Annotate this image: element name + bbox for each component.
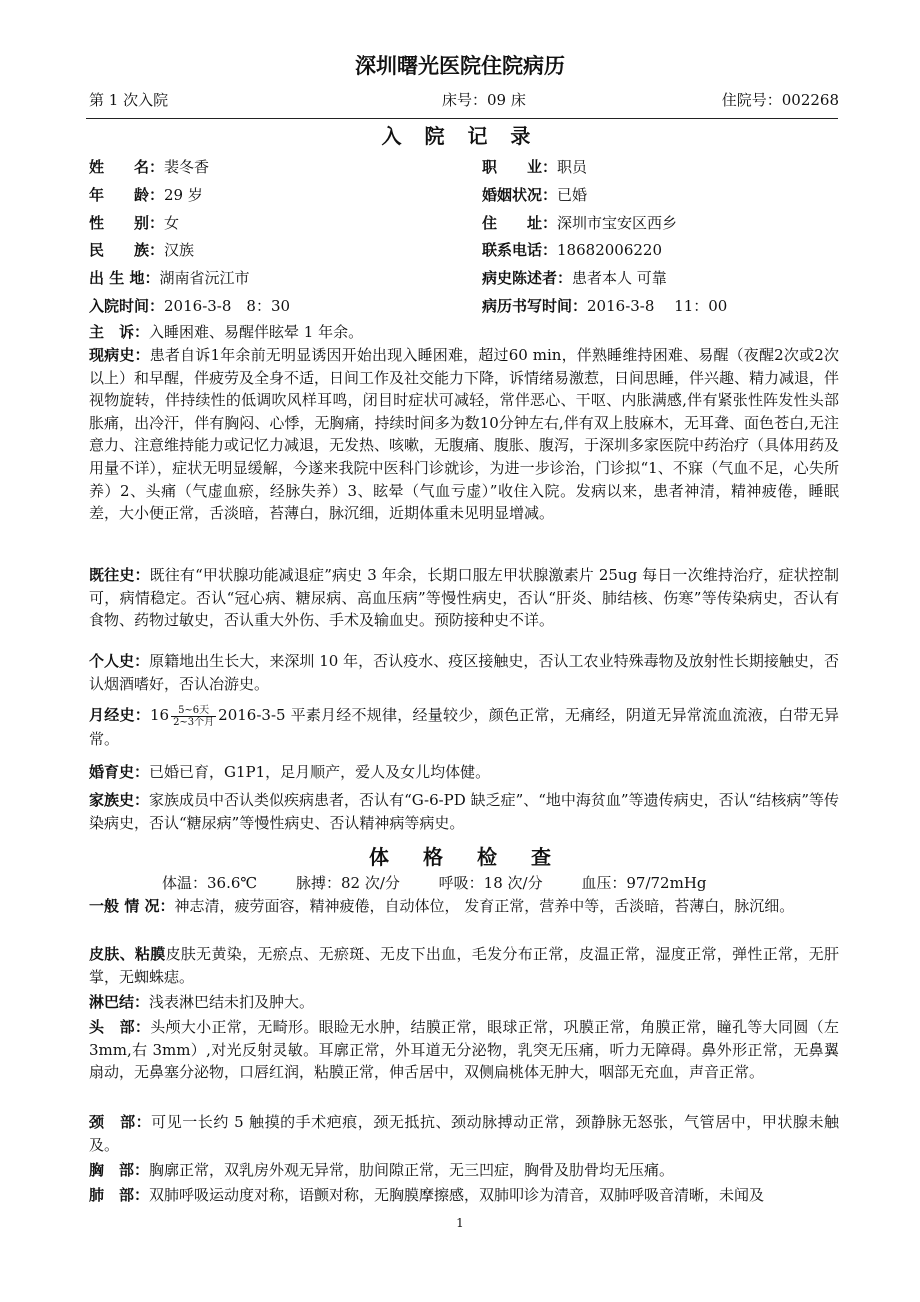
info-value: 湖南省沅江市 — [159, 269, 250, 287]
chief-complaint — [89, 321, 839, 344]
section-text: 入睡困难、易醒伴眩晕 1 年余。 — [149, 323, 364, 341]
section-text: 家族成员中否认类似疾病患者，否认有“G-6-PD 缺乏症”、“地中海贫血”等遗传病史，否认“结核病”等传染病史，否认“糖尿病”等慢性病史、否认精神病等病史。 — [89, 791, 839, 832]
info-phone — [482, 239, 662, 260]
info-value: 汉族 — [164, 241, 195, 259]
vital-signs — [162, 872, 741, 893]
info-label: 入院时间： — [89, 297, 165, 315]
respiration: 呼吸：18 次/分 — [438, 874, 543, 892]
section-label: 胸 部： — [89, 1161, 150, 1179]
document-title: 深圳曙光医院住院病历 — [355, 54, 565, 78]
section-label: 一般 情 况： — [89, 897, 175, 915]
family-history — [89, 789, 839, 834]
info-record-time — [482, 295, 727, 316]
info-value: 深圳市宝安区西乡 — [557, 214, 678, 232]
info-label: 性 别： — [89, 214, 165, 232]
title-char: 格 — [423, 845, 443, 869]
bed-number: 床号：09 床 — [442, 91, 526, 109]
info-label: 出 生 地： — [89, 269, 160, 287]
section-label: 淋巴结： — [89, 993, 150, 1011]
info-marital — [482, 184, 587, 205]
present-illness — [89, 344, 839, 525]
section-label: 肺 部： — [89, 1186, 150, 1204]
info-age — [89, 184, 203, 205]
hospital-number: 住院号：002268 — [721, 91, 839, 109]
personal-history — [89, 650, 839, 695]
section-label: 颈 部： — [89, 1113, 152, 1131]
menstrual-cycle-fraction — [171, 705, 216, 728]
section-label: 月经史： — [89, 706, 150, 724]
info-sex — [89, 212, 179, 233]
section-label: 婚育史： — [89, 763, 150, 781]
info-label: 姓 名： — [89, 158, 165, 176]
period-duration: 5~6天 — [171, 705, 216, 717]
exam-chest — [89, 1159, 839, 1182]
section-text: 已婚已育，G1P1，足月顺产，爱人及女儿均体健。 — [149, 763, 491, 781]
info-value: 2016-3-8 11：00 — [587, 297, 728, 315]
cycle-length: 2~3个月 — [173, 716, 215, 728]
info-value: 2016-3-8 8：30 — [164, 297, 291, 315]
info-value: 已婚 — [557, 186, 588, 204]
info-value: 裴冬香 — [164, 158, 210, 176]
section-label: 既往史： — [89, 566, 150, 584]
info-occupation — [482, 156, 587, 177]
marriage-history — [89, 761, 839, 784]
info-label: 职 业： — [482, 158, 558, 176]
admission-count: 第 1 次入院 — [89, 91, 169, 109]
info-ethnicity — [89, 239, 194, 260]
menarche-age: 16 — [149, 706, 170, 724]
info-label: 婚姻状况： — [482, 186, 558, 204]
section-text: 原籍地出生长大，来深圳 10 年，否认疫水、疫区接触史，否认工农业特殊毒物及放射性长期接触史，否认烟酒嗜好，否认冶游史。 — [89, 652, 839, 693]
section-text: 浅表淋巴结未扪及肿大。 — [149, 993, 315, 1011]
section-label: 主 诉： — [89, 323, 150, 341]
info-informant — [482, 267, 667, 288]
exam-general — [89, 895, 839, 918]
info-value: 29 岁 — [164, 186, 203, 204]
info-value: 患者本人 可靠 — [572, 269, 667, 287]
exam-neck — [89, 1111, 839, 1156]
section-text: 可见一长约 5 触摸的手术疤痕，颈无抵抗、颈动脉搏动正常，颈静脉无怒张，气管居中，甲状腺未触及。 — [89, 1113, 839, 1154]
section-title-physical-exam — [0, 841, 920, 870]
section-text: 患者自诉1年余前无明显诱因开始出现入睡困难，超过60 min，伴熟睡维持困难、易醒（夜醒2次或2次以上）和早醒，伴疲劳及全身不适，日间工作及社交能力下降，诉情绪易激惹，日间思睡，伴兴趣、精力减退，伴视物旋转，伴持续性的低调吹风样耳鸣，闭目时症状可减轻，常伴恶心、干呕、内胀满感,伴有紧张性阵发性头部胀痛，出冷汗，伴有胸闷、心悸，无胸痛，持续时间多为数10分钟左右,伴有双上肢麻木，无耳聋、面色苍白,无注意力、注意维持能力或记忆力减退，无发热、咳嗽，无腹痛、腹胀、腹泻，于深圳多家医院中药治疗（具体用药及用量不详），症状无明显缓解，今遂来我院中医科门诊就诊，为进一步诊治，门诊拟“1、不寐（气血不足，心失所养）2、头痛（气虚血瘀，经脉失养）3、眩晕（气血亏虚）”收住入院。发病以来，患者神清，精神疲倦，睡眠差，大小便正常，舌淡暗，苔薄白，脉沉细，近期体重未见明显增减。 — [89, 346, 840, 523]
section-text: 2016-3-5 平素月经不规律，经量较少，颜色正常，无痛经，阴道无异常流血流液，白带无异常。 — [89, 706, 839, 748]
info-name — [89, 156, 209, 177]
info-label: 民 族： — [89, 241, 165, 259]
section-label: 皮肤、粘膜 — [89, 945, 166, 963]
title-char: 体 — [369, 845, 389, 869]
info-label: 住 址： — [482, 214, 558, 232]
info-value: 女 — [164, 214, 180, 232]
section-text: 双肺呼吸运动度对称，语颤对称，无胸膜摩擦感，双肺叩诊为清音，双肺呼吸音清晰，未闻及 — [149, 1186, 765, 1204]
exam-head — [89, 1016, 839, 1084]
header-divider — [86, 118, 838, 119]
menstrual-history — [89, 704, 839, 750]
info-label: 病史陈述者： — [482, 269, 573, 287]
past-history — [89, 564, 839, 632]
exam-lung — [89, 1184, 839, 1208]
title-char: 查 — [531, 845, 551, 869]
section-text: 神志清，疲劳面容，精神疲倦，自动体位， 发育正常，营养中等，舌淡暗，苔薄白，脉沉细。 — [174, 897, 795, 915]
exam-skin — [89, 943, 839, 988]
section-label: 家族史： — [89, 791, 150, 809]
title-char: 检 — [477, 845, 497, 869]
info-admit-time — [89, 295, 290, 316]
section-text: 皮肤无黄染，无瘀点、无瘀斑、无皮下出血，毛发分布正常，皮温正常，湿度正常，弹性正常，无肝掌，无蜘蛛痣。 — [89, 945, 839, 986]
section-text: 既往有“甲状腺功能减退症”病史 3 年余，长期口服左甲状腺激素片 25ug 每日一次维持治疗，症状控制可，病情稳定。否认“冠心病、糖尿病、高血压病”等慢性病史，否认“肝炎、肺结核、伤寒”等传染病史，否认有食物、药物过敏史，否认重大外伤、手术及输血史。预防接种史不详。 — [89, 566, 839, 630]
info-label: 病历书写时间： — [482, 297, 588, 315]
info-label: 联系电话： — [482, 241, 558, 259]
info-value: 职员 — [557, 158, 588, 176]
section-text: 头颅大小正常，无畸形。眼睑无水肿，结膜正常，眼球正常，巩膜正常，角膜正常，瞳孔等大同圆（左 3mm,右 3mm）,对光反射灵敏。耳廓正常，外耳道无分泌物，乳突无压痛，听力无障碍。鼻外形正常，无鼻翼扇动，无鼻塞分泌物，口唇红润，粘膜正常，伸舌居中，双侧扁桃体无肿大，咽部无充血，声音正常。 — [89, 1018, 839, 1082]
header-row — [89, 89, 839, 109]
pulse: 脉搏：82 次/分 — [295, 874, 400, 892]
blood-pressure: 血压：97/72mHg — [581, 874, 707, 892]
page-number: 1 — [456, 1216, 464, 1230]
section-title-admission: 入 院 记 录 — [381, 124, 539, 148]
section-text: 胸廓正常，双乳房外观无异常，肋间隙正常，无三凹症，胸骨及肋骨均无压痛。 — [149, 1161, 675, 1179]
info-label: 年 龄： — [89, 186, 165, 204]
exam-lymph — [89, 991, 839, 1014]
info-birthplace — [89, 267, 249, 288]
info-value: 18682006220 — [557, 241, 662, 259]
section-label: 个人史： — [89, 652, 150, 670]
temperature: 体温：36.6℃ — [162, 874, 258, 892]
info-address — [482, 212, 677, 233]
section-label: 现病史： — [89, 346, 150, 364]
section-label: 头 部： — [89, 1018, 151, 1036]
